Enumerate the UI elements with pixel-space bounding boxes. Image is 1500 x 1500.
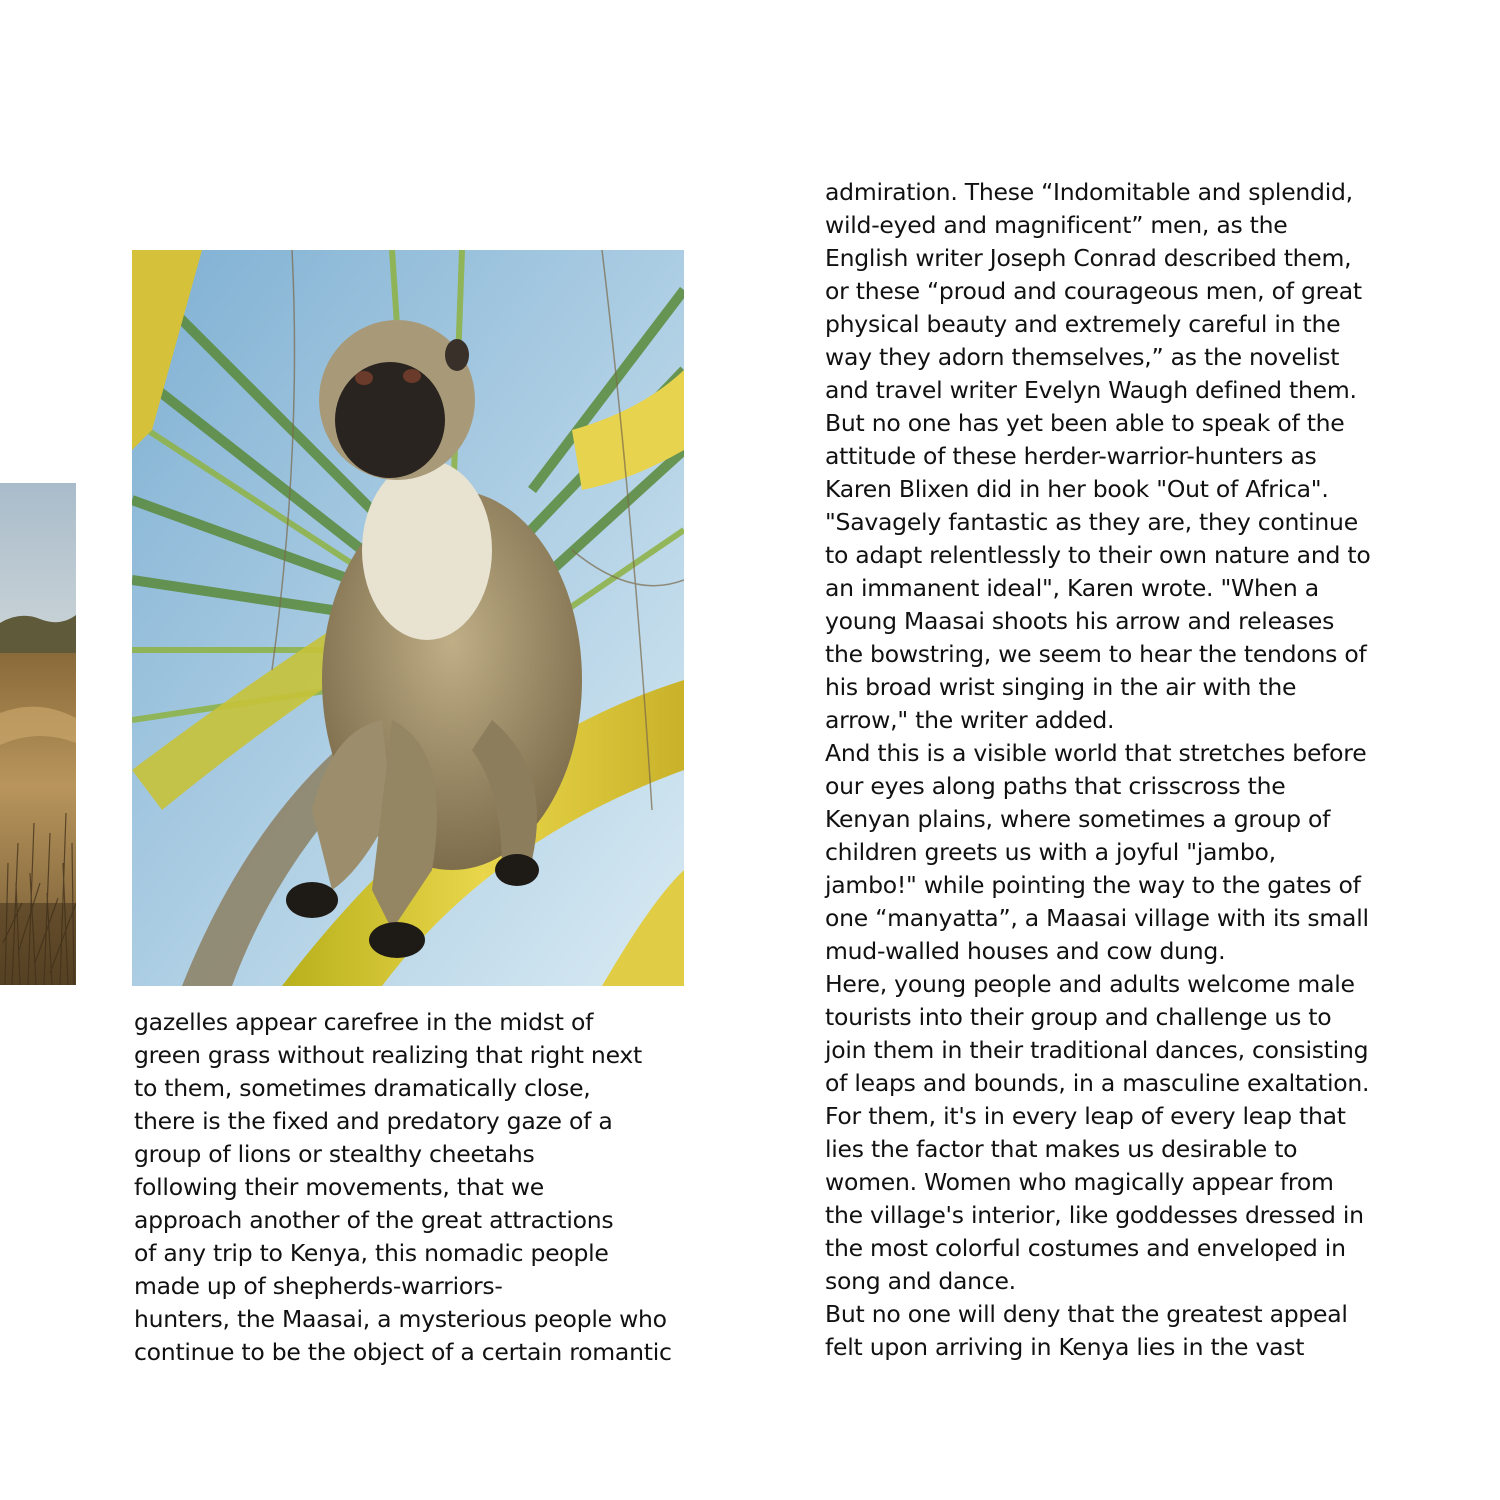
- text-line: join them in their traditional dances, consisting: [825, 1036, 1369, 1064]
- text-line: there is the fixed and predatory gaze of a: [134, 1107, 613, 1135]
- text-line: gazelles appear carefree in the midst of: [134, 1008, 594, 1036]
- text-line: And this is a visible world that stretches before: [825, 739, 1367, 767]
- text-line: the village's interior, like goddesses dressed in: [825, 1201, 1364, 1229]
- text-line: admiration. These “Indomitable and splendid,: [825, 178, 1353, 206]
- text-line: our eyes along paths that crisscross the: [825, 772, 1286, 800]
- right-text-column: [825, 176, 1390, 1364]
- text-line: arrow," the writer added.: [825, 706, 1115, 734]
- text-line: young Maasai shoots his arrow and releases: [825, 607, 1335, 635]
- text-line: the most colorful costumes and enveloped in: [825, 1234, 1346, 1262]
- savanna-photo-graphic: [0, 483, 76, 985]
- text-line: made up of shepherds-warriors-: [134, 1272, 503, 1300]
- text-line: to them, sometimes dramatically close,: [134, 1074, 591, 1102]
- text-line: of any trip to Kenya, this nomadic people: [134, 1239, 609, 1267]
- text-line: "Savagely fantastic as they are, they continue: [825, 508, 1358, 536]
- text-line: or these “proud and courageous men, of great: [825, 277, 1362, 305]
- text-line: English writer Joseph Conrad described them,: [825, 244, 1352, 272]
- text-line: and travel writer Evelyn Waugh defined them.: [825, 376, 1357, 404]
- monkey-photo: [132, 250, 684, 986]
- text-line: song and dance.: [825, 1267, 1016, 1295]
- text-line: of leaps and bounds, in a masculine exaltation.: [825, 1069, 1370, 1097]
- text-line: following their movements, that we: [134, 1173, 544, 1201]
- text-line: For them, it's in every leap of every leap that: [825, 1102, 1346, 1130]
- text-line: But no one will deny that the greatest appeal: [825, 1300, 1348, 1328]
- text-line: Here, young people and adults welcome male: [825, 970, 1355, 998]
- text-line: group of lions or stealthy cheetahs: [134, 1140, 535, 1168]
- text-line: tourists into their group and challenge us to: [825, 1003, 1332, 1031]
- text-line: an immanent ideal", Karen wrote. "When a: [825, 574, 1319, 602]
- text-line: But no one has yet been able to speak of the: [825, 409, 1345, 437]
- left-text-column: [134, 1006, 694, 1369]
- text-line: his broad wrist singing in the air with the: [825, 673, 1297, 701]
- text-line: continue to be the object of a certain romantic: [134, 1338, 672, 1366]
- text-line: lies the factor that makes us desirable to: [825, 1135, 1298, 1163]
- text-line: one “manyatta”, a Maasai village with its small: [825, 904, 1369, 932]
- text-line: the bowstring, we seem to hear the tendons of: [825, 640, 1367, 668]
- text-line: approach another of the great attractions: [134, 1206, 614, 1234]
- text-line: children greets us with a joyful "jambo,: [825, 838, 1276, 866]
- text-line: jambo!" while pointing the way to the gates of: [825, 871, 1361, 899]
- text-line: to adapt relentlessly to their own nature and to: [825, 541, 1371, 569]
- text-line: felt upon arriving in Kenya lies in the vast: [825, 1333, 1305, 1361]
- text-line: women. Women who magically appear from: [825, 1168, 1334, 1196]
- text-line: Kenyan plains, where sometimes a group of: [825, 805, 1331, 833]
- monkey-photo-graphic: [132, 250, 684, 986]
- text-line: Karen Blixen did in her book "Out of Africa".: [825, 475, 1329, 503]
- text-line: wild-eyed and magnificent” men, as the: [825, 211, 1288, 239]
- savanna-photo: [0, 483, 76, 985]
- text-line: green grass without realizing that right next: [134, 1041, 642, 1069]
- text-line: way they adorn themselves,” as the novelist: [825, 343, 1340, 371]
- text-line: attitude of these herder-warrior-hunters as: [825, 442, 1317, 470]
- text-line: hunters, the Maasai, a mysterious people who: [134, 1305, 667, 1333]
- text-line: physical beauty and extremely careful in the: [825, 310, 1341, 338]
- text-line: mud-walled houses and cow dung.: [825, 937, 1226, 965]
